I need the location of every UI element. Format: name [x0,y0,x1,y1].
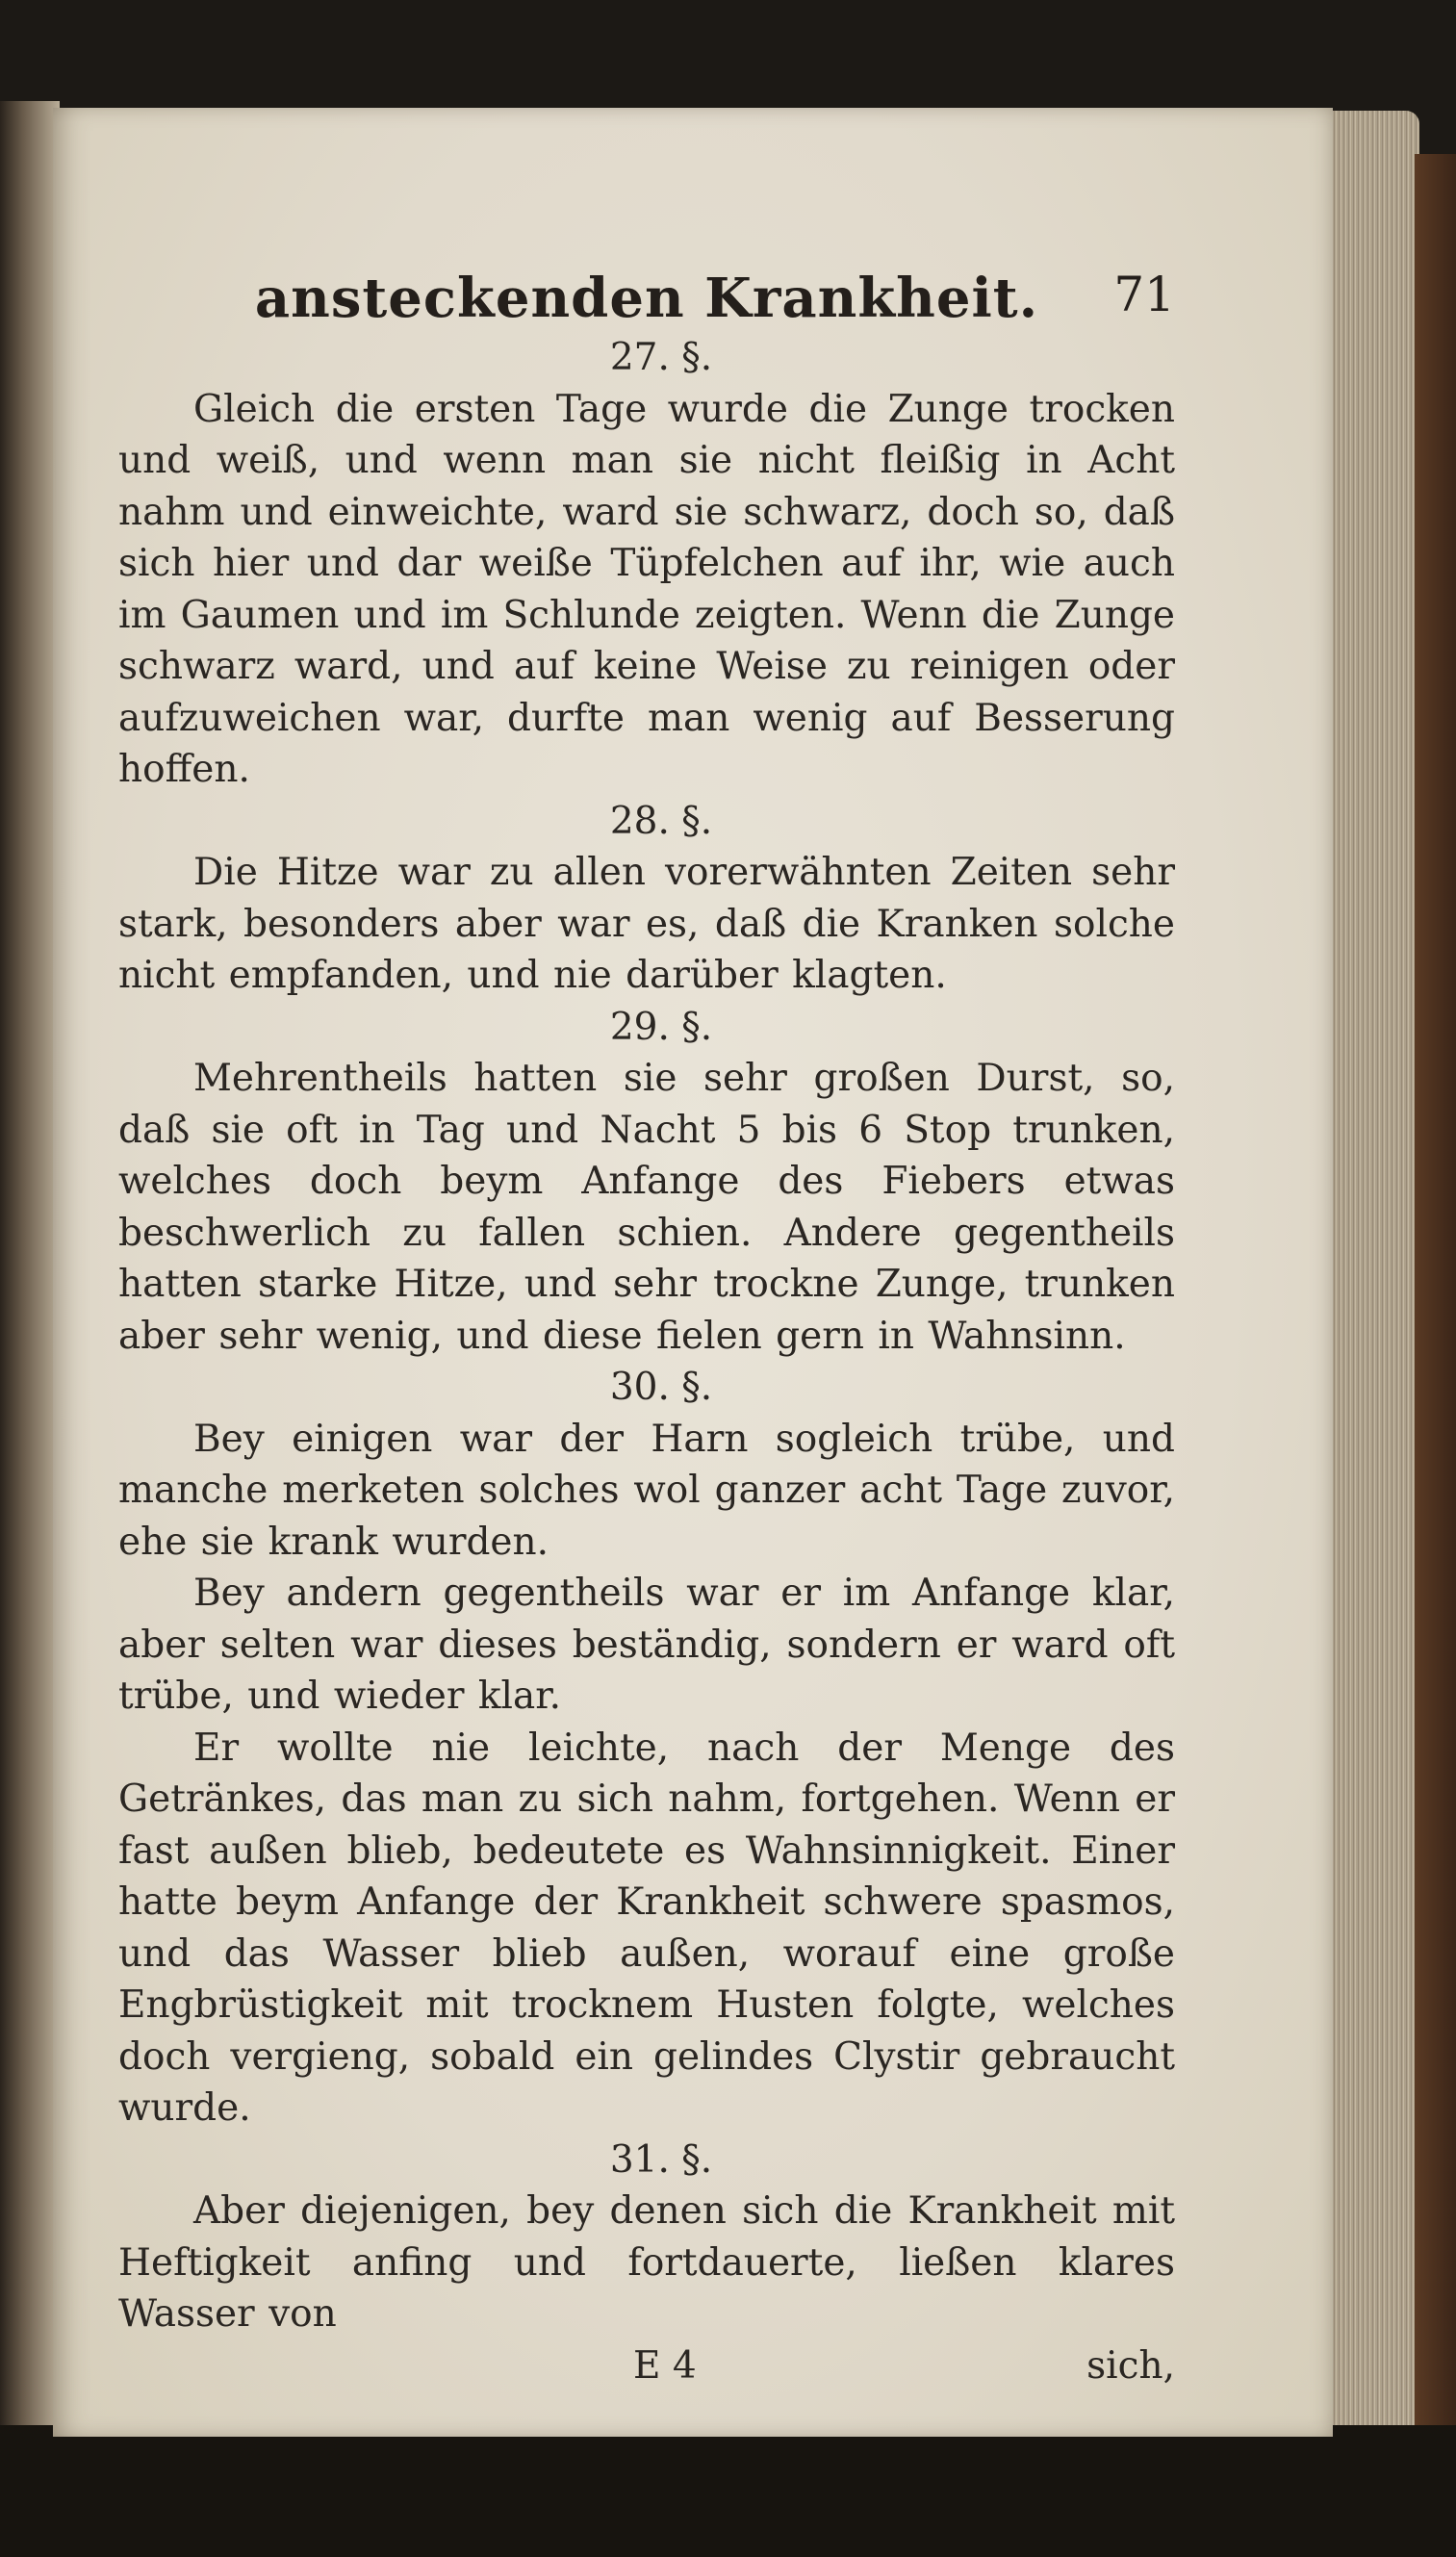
page-stack-edge [1323,111,1419,2444]
book-page [53,108,1333,2437]
paragraph: Bey einigen war der Harn sogleich trübe, und manche merketen solches wol ganzer acht Tage zuvor, ehe sie krank wurden. [118,1417,1175,1564]
paragraph: Bey andern gegentheils war er im Anfange klar, aber selten war dieses beständig, sondern er ward oft trübe, und wieder klar. [118,1572,1175,1718]
text-block [118,238,1175,2391]
section-heading-31: 31. §. [609,2137,713,2182]
page-header [118,238,1175,332]
paragraph: Aber diejenigen, bey denen sich die Krankheit mit Heftigkeit anfing und fortdauerte, ließen klares Wasser von [118,2189,1175,2336]
page-footer [118,2340,1175,2392]
background-board [0,2425,1456,2557]
paragraph: Er wollte nie leichte, nach der Menge des Getränkes, das man zu sich nahm, fortgehen. Wenn er fast außen blieb, bedeutete es Wahnsinnigkeit. Einer hatte beym Anfange der Krankheit schwere spasmos, und das Wasser blieb außen, worauf eine große Engbrüstigkeit mit trocknem Husten folgte, welches doch vergieng, sobald ein gelindes Clystir gebraucht wurde. [118,1726,1175,2130]
section-heading-30: 30. §. [609,1366,713,1409]
paragraph: Mehrentheils hatten sie sehr großen Durst, so, daß sie oft in Tag und Nacht 5 bis 6 Stop trunken, welches doch beym Anfange des Fiebers etwas beschwerlich zu fallen schien. Andere gegentheils hatten starke Hitze, und sehr trockne Zunge, trunken aber sehr wenig, und diese fielen gern in Wahnsinn. [118,1057,1175,1358]
paragraph: Gleich die ersten Tage wurde die Zunge trocken und weiß, und wenn man sie nicht fleißig in Acht nahm und einweichte, ward sie schwarz, doch so, daß sich hier und dar weiße Tüpfelchen auf ihr, wie auch im Gaumen und im Schlunde zeigten. Wenn die Zunge schwarz ward, und auf keine Weise zu reinigen oder aufzuweichen war, durfte man wenig auf Besserung hoffen. [118,387,1175,791]
catchword: sich, [1086,2343,1175,2388]
book-cover-edge [1415,154,1456,2444]
section-heading-27: 27. §. [609,336,713,379]
signature-mark: E 4 [633,2343,697,2388]
left-page-edge [0,101,60,2449]
running-title: ansteckenden Krankheit. [254,266,1039,330]
paragraph: Die Hitze war zu allen vorerwähnten Zeiten sehr stark, besonders aber war es, daß die Kranken solche nicht empfanden, und nie darüber klagten. [118,851,1175,997]
page-number: 71 [1113,266,1175,322]
section-heading-28: 28. §. [609,799,713,843]
section-heading-29: 29. §. [609,1005,713,1049]
